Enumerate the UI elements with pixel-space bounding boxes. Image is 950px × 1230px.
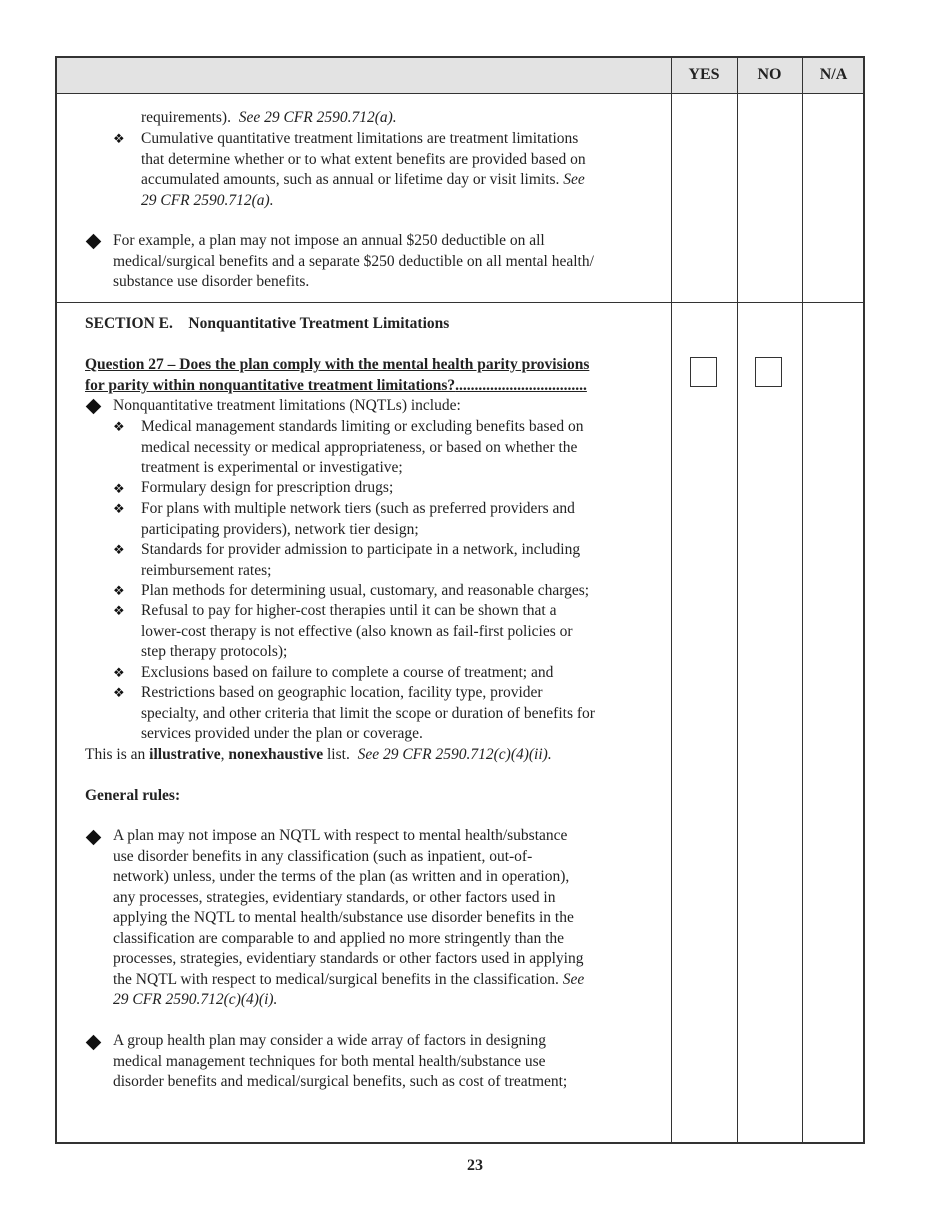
list-item: Exclusions based on failure to complete a course of treatment; and <box>141 664 554 681</box>
row-divider <box>57 302 863 303</box>
column-divider <box>671 58 672 1142</box>
nqtl-intro: Nonquantitative treatment limitations (NQTLs) include: <box>113 397 461 414</box>
clover-bullet-icon: ❖ <box>113 501 125 516</box>
no-column-header: NO <box>757 66 782 83</box>
clover-bullet-icon: ❖ <box>113 542 125 557</box>
rule-2: A group health plan may consider a wide array of factors in designing medical management techniques for both mental health/substance use disorder benefits and medical/surgical benefits, such as cost of treatment; <box>113 1032 568 1090</box>
section-heading: SECTION E. Nonquantitative Treatment Limitations <box>85 315 450 332</box>
page-number: 23 <box>467 1157 483 1174</box>
clover-bullet-icon: ❖ <box>113 603 125 618</box>
na-column-header: N/A <box>819 66 848 83</box>
compliance-table <box>55 56 865 1144</box>
list-item: Plan methods for determining usual, customary, and reasonable charges; <box>141 582 590 599</box>
clover-bullet-icon: ❖ <box>113 583 125 598</box>
example-text: For example, a plan may not impose an annual $250 deductible on all medical/surgical benefits and a separate $250 deductible on all mental health/ substance use disorder benefits. <box>113 232 594 290</box>
yes-checkbox[interactable] <box>690 357 717 387</box>
rule-1: A plan may not impose an NQTL with respect to mental health/substance use disorder benefits in any classification (such as inpatient, out-of- network) unless, under the terms of the plan (as written and in operation), any processes, strategies, evidentiary standards, or other factors used in applying the NQTL to mental health/substance use disorder benefits in the classification are comparable to and applied no more stringently than the processes, strategies, evidentiary standards or other factors used in applying the NQTL with respect to medical/surgical benefits in the classification. See 29 CFR 2590.712(c)(4)(i). <box>113 827 585 1008</box>
diamond-bullet-icon <box>86 830 102 846</box>
diamond-bullet-icon <box>86 234 102 250</box>
clover-bullet-icon: ❖ <box>113 481 125 496</box>
list-item: Refusal to pay for higher-cost therapies until it can be shown that a lower-cost therapy is not effective (also known as fail-first policies or step therapy protocols); <box>141 602 573 660</box>
clover-bullet-icon: ❖ <box>113 665 125 680</box>
column-divider <box>802 58 803 1142</box>
diamond-bullet-icon <box>86 399 102 415</box>
table-header <box>57 58 863 94</box>
yes-column-header: YES <box>688 66 720 83</box>
diamond-bullet-icon <box>86 1035 102 1051</box>
column-divider <box>737 58 738 1142</box>
clover-bullet-icon: ❖ <box>113 131 125 146</box>
list-item: For plans with multiple network tiers (such as preferred providers and participating providers), network tier design; <box>141 500 575 538</box>
cumulative-limitations-text: Cumulative quantitative treatment limitations are treatment limitations that determine whether or to what extent benefits are provided based on accumulated amounts, such as annual or lifetime day or visit limits. See 29 CFR 2590.712(a). <box>141 130 586 209</box>
no-checkbox[interactable] <box>755 357 782 387</box>
clover-bullet-icon: ❖ <box>113 419 125 434</box>
clover-bullet-icon: ❖ <box>113 685 125 700</box>
continuation-line: requirements). See 29 CFR 2590.712(a). <box>141 109 397 126</box>
list-item: Formulary design for prescription drugs; <box>141 479 394 496</box>
list-note: This is an illustrative, nonexhaustive list. See 29 CFR 2590.712(c)(4)(ii). <box>85 746 552 763</box>
general-rules-heading: General rules: <box>85 787 181 804</box>
question-27: Question 27 – Does the plan comply with the mental health parity provisions for parity within nonquantitative treatment limitations?.................................. <box>85 356 590 394</box>
list-item: Restrictions based on geographic location, facility type, provider specialty, and other criteria that limit the scope or duration of benefits for services provided under the plan or coverage. <box>141 684 595 742</box>
list-item: Standards for provider admission to participate in a network, including reimbursement rates; <box>141 541 581 579</box>
list-item: Medical management standards limiting or excluding benefits based on medical necessity or medical appropriateness, or based on whether the treatment is experimental or investigative; <box>141 418 584 476</box>
